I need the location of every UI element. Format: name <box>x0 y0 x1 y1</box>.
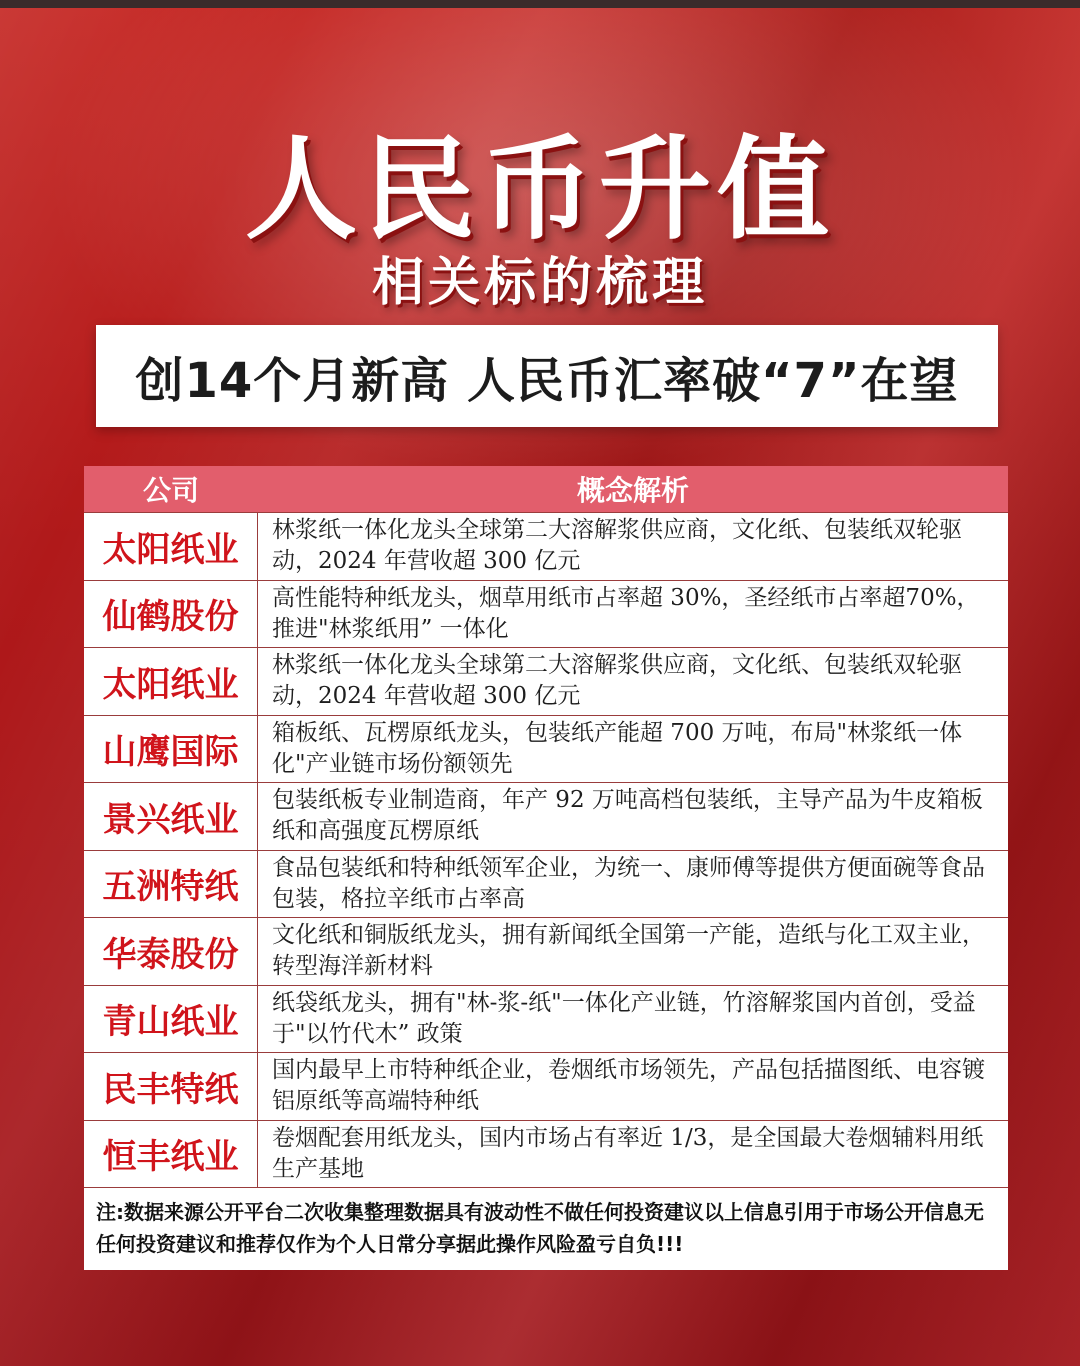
disclaimer-note: 注:数据来源公开平台二次收集整理数据具有波动性不做任何投资建议以上信息引用于市场公开信息无任何投资建议和推荐仅作为个人日常分享据此操作风险盈亏自负!!! <box>84 1187 1008 1270</box>
headline-banner: 创14个月新高 人民币汇率破“7”在望 <box>96 325 998 427</box>
company-name: 山鹰国际 <box>84 716 258 783</box>
table-row <box>84 715 1008 783</box>
company-name: 恒丰纸业 <box>84 1121 258 1188</box>
table-row <box>84 782 1008 850</box>
company-name: 景兴纸业 <box>84 783 258 850</box>
concept-text: 文化纸和铜版纸龙头，拥有新闻纸全国第一产能，造纸与化工双主业，转型海洋新材料 <box>272 922 985 979</box>
concept-text: 林浆纸一体化龙头全球第二大溶解浆供应商，文化纸、包装纸双轮驱动，2024 年营收超 300 亿元 <box>272 652 962 709</box>
table-row <box>84 512 1008 580</box>
concept-text: 包装纸板专业制造商，年产 92 万吨高档包装纸，主导产品为牛皮箱板纸和高强度瓦楞原纸 <box>272 787 983 844</box>
table-header <box>84 466 1008 512</box>
concept-text: 林浆纸一体化龙头全球第二大溶解浆供应商，文化纸、包装纸双轮驱动，2024 年营收超 300 亿元 <box>272 517 962 574</box>
concept-text: 纸袋纸龙头，拥有"林-浆-纸"一体化产业链，竹溶解浆国内首创，受益于"以竹代木” 政策 <box>272 989 976 1047</box>
table-row <box>84 850 1008 918</box>
header-concept: 概念解析 <box>576 474 689 507</box>
stock-table <box>84 466 1008 1270</box>
company-name: 民丰特纸 <box>84 1053 258 1120</box>
company-name: 仙鹤股份 <box>84 581 258 648</box>
top-bar <box>0 0 1080 8</box>
company-name: 五洲特纸 <box>84 851 258 918</box>
header-company: 公司 <box>142 474 199 507</box>
page-title: 人民币升值 <box>245 125 835 255</box>
company-name: 太阳纸业 <box>84 648 258 715</box>
table-row <box>84 917 1008 985</box>
company-name: 青山纸业 <box>84 986 258 1053</box>
table-row <box>84 1120 1008 1188</box>
company-name: 华泰股份 <box>84 918 258 985</box>
concept-text: 卷烟配套用纸龙头，国内市场占有率近 1/3，是全国最大卷烟辅料用纸生产基地 <box>272 1124 984 1182</box>
table-row <box>84 1052 1008 1120</box>
company-name: 太阳纸业 <box>84 513 258 580</box>
concept-text: 国内最早上市特种纸企业，卷烟纸市场领先，产品包括描图纸、电容镀铝原纸等高端特种纸 <box>272 1057 985 1114</box>
concept-text: 高性能特种纸龙头，烟草用纸市占率超 30%，圣经纸市占率超70%，推进"林浆纸用” 一体化 <box>272 584 980 642</box>
table-row <box>84 985 1008 1053</box>
concept-text: 箱板纸、瓦楞原纸龙头，包装纸产能超 700 万吨，布局"林浆纸一体化"产业链市场份额领先 <box>272 719 963 777</box>
table-row <box>84 647 1008 715</box>
page-subtitle: 相关标的梳理 <box>371 253 708 313</box>
table-row <box>84 580 1008 648</box>
concept-text: 食品包装纸和特种纸领军企业，为统一、康师傅等提供方便面碗等食品包装，格拉辛纸市占率高 <box>272 854 985 912</box>
